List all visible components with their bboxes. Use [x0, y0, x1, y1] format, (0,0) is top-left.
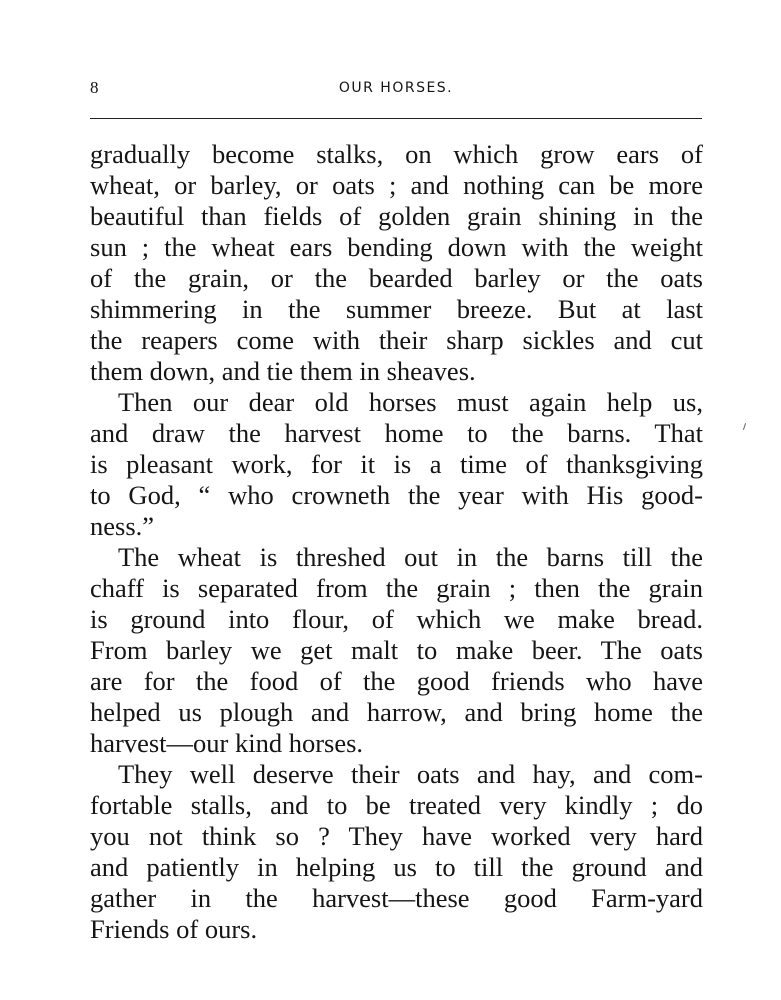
text-line: wheat, or barley, or oats ; and nothing can be more [90, 170, 703, 200]
text-line: to God, “ who crowneth the year with His good- [90, 480, 703, 510]
text-line: They well deserve their oats and hay, and com- [118, 759, 703, 789]
paragraph-3 [90, 542, 703, 759]
running-title: OUR HORSES. [338, 80, 454, 96]
page-number: 8 [90, 78, 99, 97]
text-line: gradually become stalks, on which grow ears of [90, 139, 703, 169]
text-line: of the grain, or the bearded barley or the oats [90, 263, 703, 293]
paragraph-2 [90, 387, 703, 542]
text-line: Friends of ours. [90, 914, 258, 944]
body-text [90, 139, 703, 945]
header-rule [90, 118, 702, 119]
text-line: and draw the harvest home to the barns. That [90, 418, 703, 448]
text-line: are for the food of the good friends who have [90, 666, 703, 696]
text-line: them down, and tie them in sheaves. [90, 356, 476, 386]
text-line: the reapers come with their sharp sickles and cut [90, 325, 703, 355]
text-line: Then our dear old horses must again help us, [118, 387, 703, 417]
text-line: you not think so ? They have worked very hard [90, 821, 703, 851]
text-line: beautiful than fields of golden grain shining in the [90, 201, 703, 231]
text-line: fortable stalls, and to be treated very kindly ; do [90, 790, 703, 820]
text-line: is pleasant work, for it is a time of thanksgiving [90, 449, 703, 479]
text-line: is ground into flour, of which we make bread. [90, 604, 703, 634]
text-line: ness.” [90, 511, 155, 541]
text-line: chaff is separated from the grain ; then the grain [90, 573, 703, 603]
text-line: helped us plough and harrow, and bring home the [90, 697, 703, 727]
text-line: gather in the harvest—these good Farm-yard [90, 883, 703, 913]
text-line: sun ; the wheat ears bending down with the weight [90, 232, 703, 262]
text-line: shimmering in the summer breeze. But at last [90, 294, 703, 324]
text-line: The wheat is threshed out in the barns till the [118, 542, 703, 572]
text-line: harvest—our kind horses. [90, 728, 364, 758]
text-line: From barley we get malt to make beer. The oats [90, 635, 703, 665]
running-head [90, 78, 702, 102]
paragraph-4 [90, 759, 703, 945]
text-line: and patiently in helping us to till the ground and [90, 852, 703, 882]
paragraph-1 [90, 139, 703, 387]
scan-speck [743, 423, 746, 430]
